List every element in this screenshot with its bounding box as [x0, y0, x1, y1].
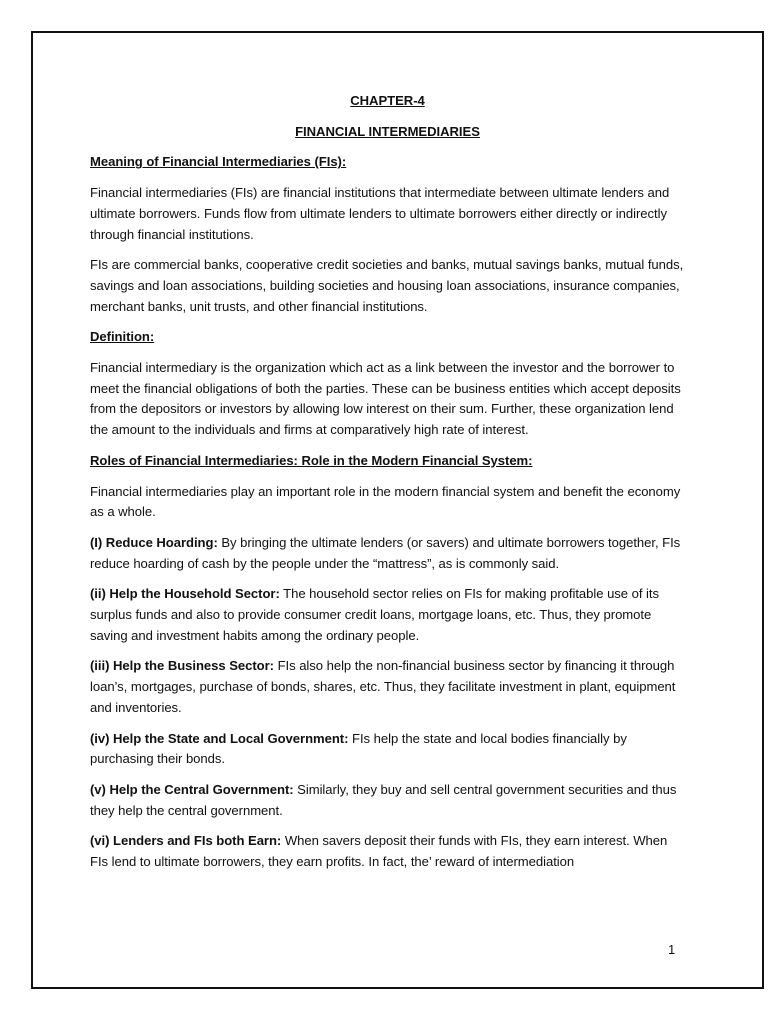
definition-paragraph: Financial intermediary is the organization which act as a link between the investor and the borrower to meet the financial obligations of both the parties. These can be business entities which accept deposits from the depositors or investors by allowing low interest on their sum. Further, these organization lend the amount to the individuals and firms at comparatively high rate of interest. [90, 360, 681, 438]
roles-intro: Financial intermediaries play an important role in the modern financial system and benefit the economy as a whole. [90, 483, 681, 520]
role-item-label: (iv) Help the State and Local Government: [90, 730, 349, 746]
definition-heading: Definition: [90, 329, 155, 345]
role-item-text: Similarly, they buy and sell central government securities and thus they help the central government. [90, 781, 677, 818]
role-item-state-local-government [90, 729, 685, 770]
role-item-label: (v) Help the Central Government: [90, 781, 294, 797]
roles-heading: Roles of Financial Intermediaries: Role in the Modern Financial System: [90, 452, 533, 468]
meaning-paragraph-1: Financial intermediaries (FIs) are financial institutions that intermediate between ultimate lenders and ultimate borrowers. Funds flow from ultimate lenders to ultimate borrowers either directly or indirectly through financial institutions. [90, 185, 670, 242]
role-item-label: (vi) Lenders and FIs both Earn: [90, 833, 282, 849]
role-item-text: The household sector relies on FIs for making profitable use of its surplus funds and also to provide consumer credit loans, mortgage loans, etc. Thus, they promote saving and investment habits among the ordinary people. [90, 586, 659, 643]
role-item-label: (iii) Help the Business Sector: [90, 658, 274, 674]
role-item-lenders-earn [90, 831, 685, 872]
role-item-text: By bringing the ultimate lenders (or savers) and ultimate borrowers together, FIs reduce hoarding of cash by the people under the “mattress”, as is commonly said. [90, 534, 681, 571]
document-title: FINANCIAL INTERMEDIARIES [295, 123, 480, 139]
meaning-paragraph-2: FIs are commercial banks, cooperative credit societies and banks, mutual savings banks, mutual funds, savings and loan associations, building societies and housing loan associations, insurance companies, merchant banks, unit trusts, and other financial institutions. [90, 257, 684, 314]
role-item-reduce-hoarding [90, 533, 685, 574]
document-body [90, 91, 685, 873]
meaning-heading: Meaning of Financial Intermediaries (FIs): [90, 154, 347, 170]
role-item-text: FIs help the state and local bodies financially by purchasing their bonds. [90, 730, 627, 767]
role-item-business-sector [90, 656, 685, 718]
role-item-label: (I) Reduce Hoarding: [90, 534, 218, 550]
role-item-central-government [90, 780, 685, 821]
chapter-heading: CHAPTER-4 [350, 93, 425, 108]
role-item-text: When savers deposit their funds with FIs, they earn interest. When FIs lend to ultimate borrowers, they earn profits. In fact, the’ reward of intermediation [90, 833, 668, 870]
role-item-label: (ii) Help the Household Sector: [90, 586, 280, 602]
role-item-text: FIs also help the non-financial business sector by financing it through loan’s, mortgages, purchase of bonds, shares, etc. Thus, they facilitate investment in plant, equipment and inventories. [90, 658, 676, 715]
page-number: 1 [668, 942, 676, 957]
role-item-household-sector [90, 584, 685, 646]
